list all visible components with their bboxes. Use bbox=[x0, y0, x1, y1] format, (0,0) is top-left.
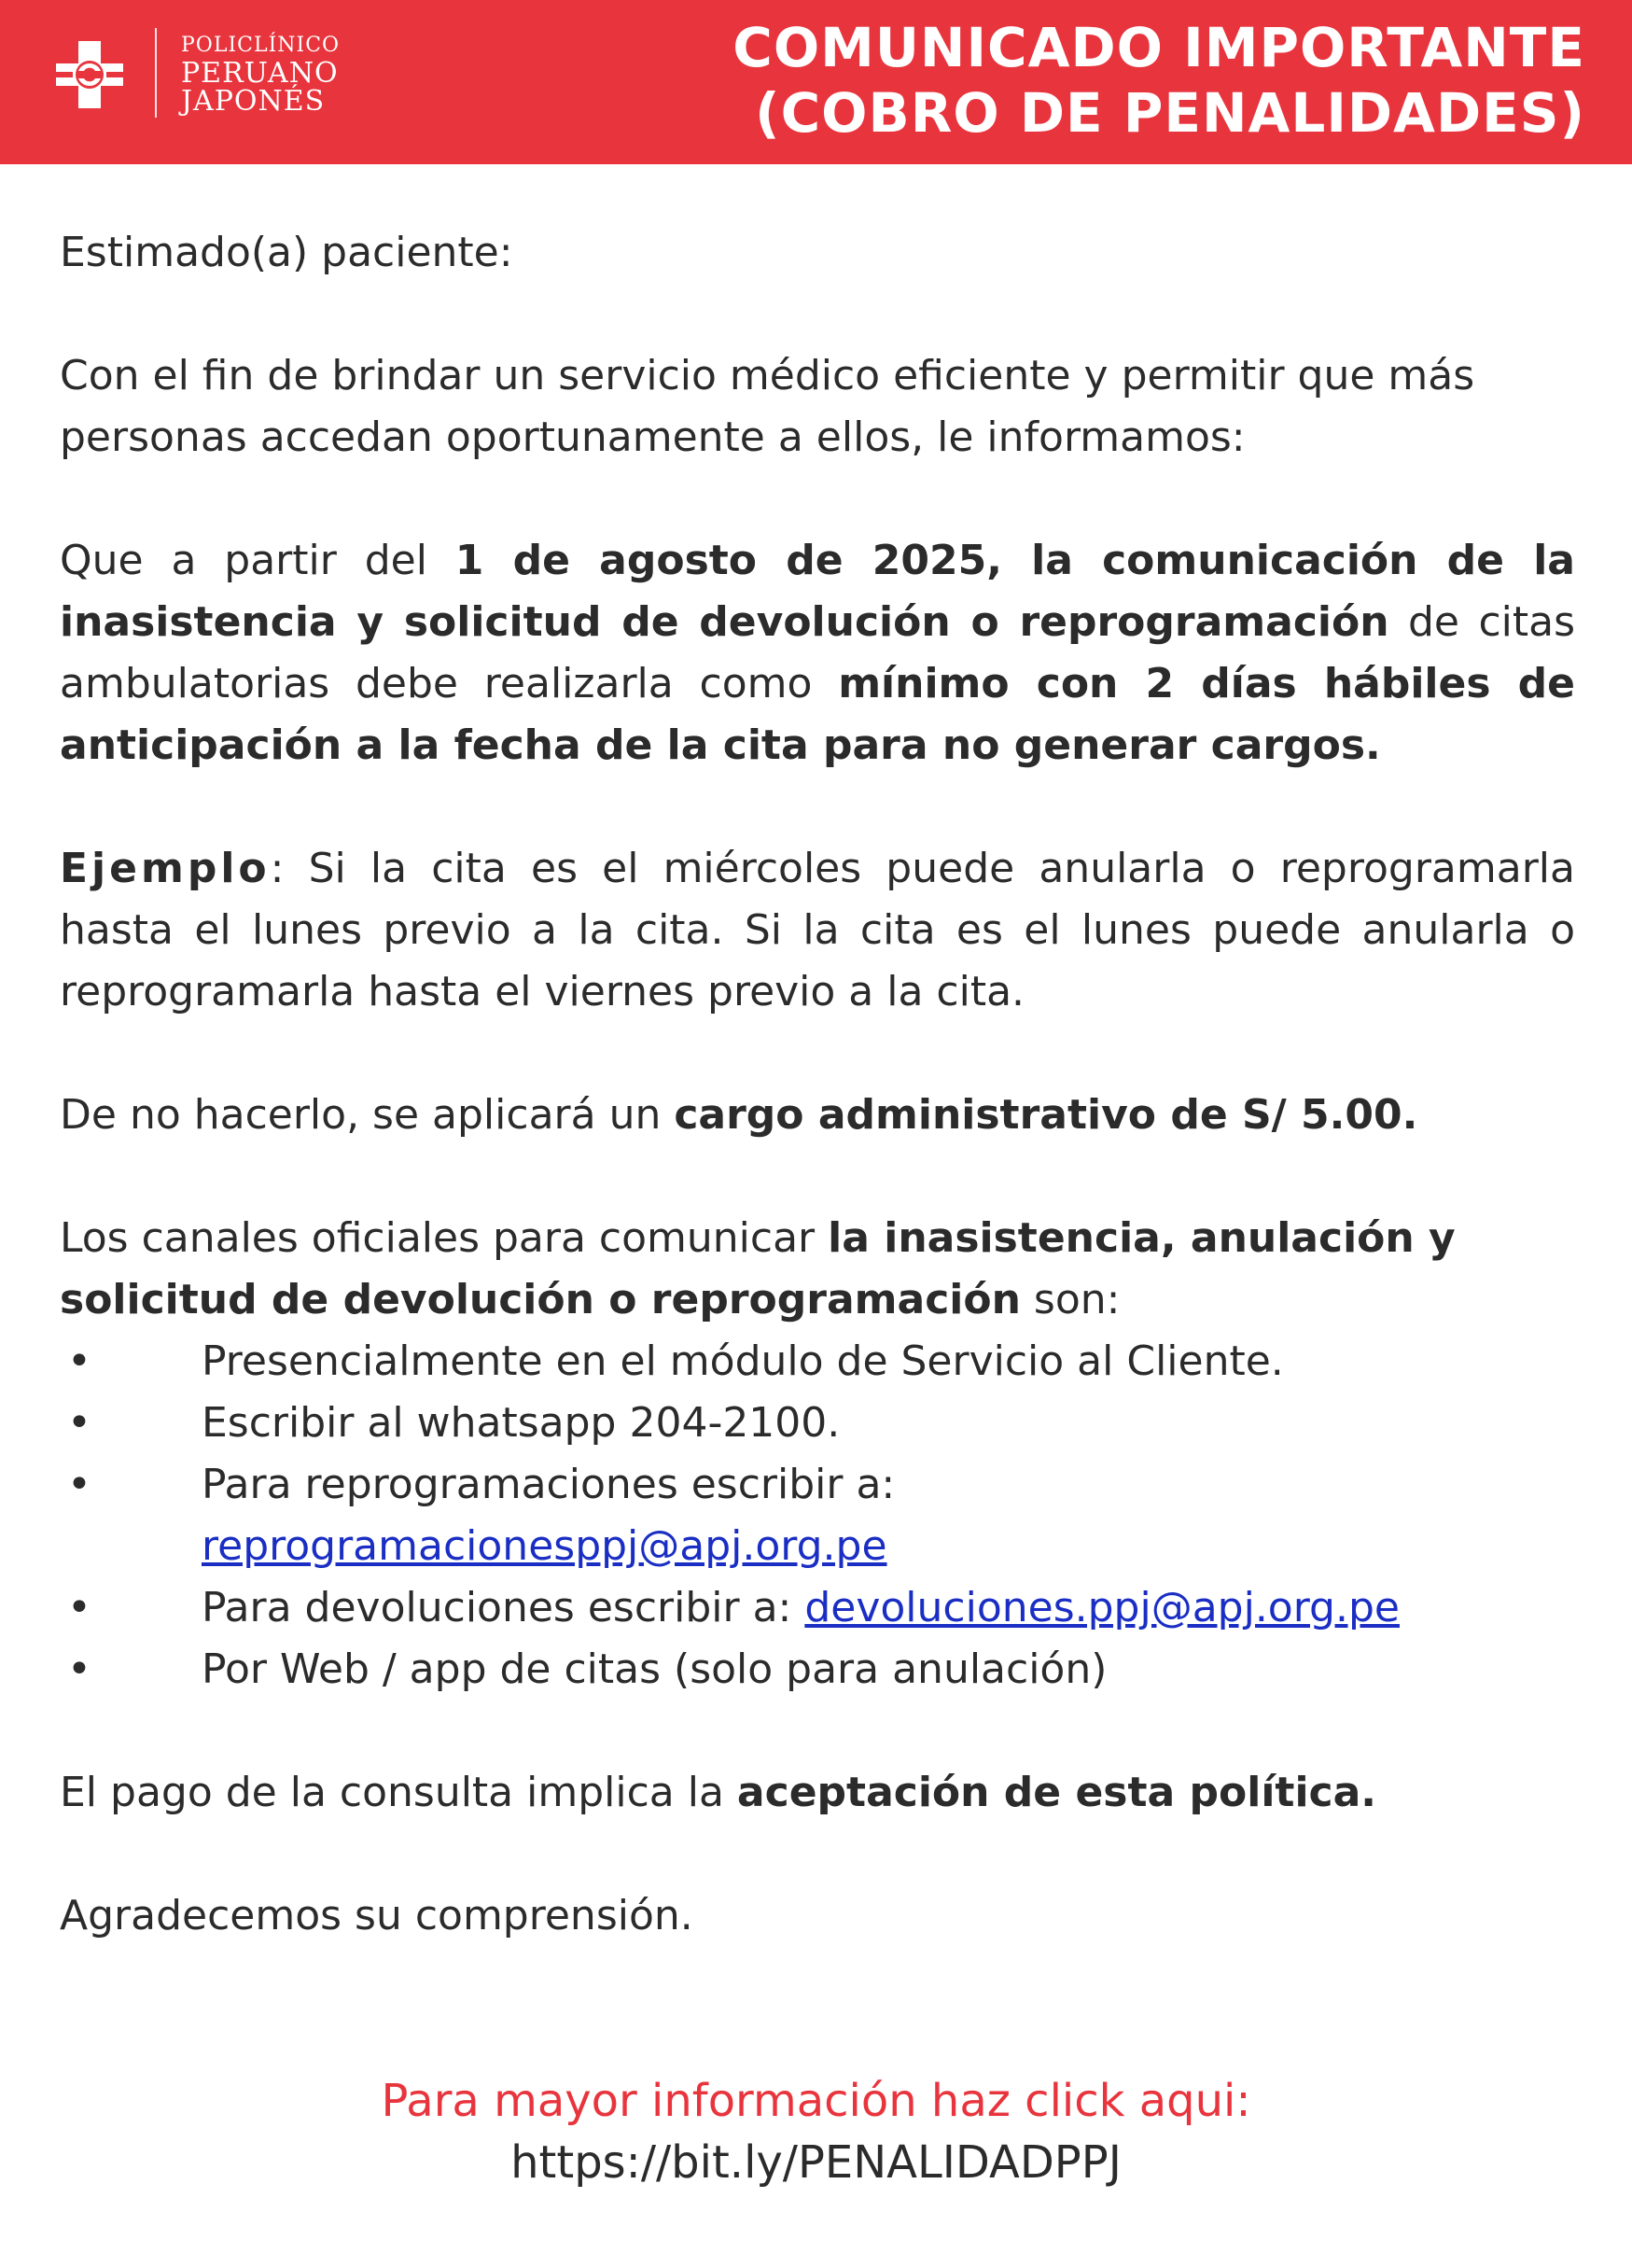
channels-prefix: Los canales oficiales para comunicar bbox=[60, 1214, 829, 1262]
example-label: Ejemplo bbox=[60, 845, 271, 892]
policy-middle: de citas ambulatorias debe realizarla como bbox=[60, 598, 1575, 707]
bullet: • bbox=[67, 1399, 91, 1447]
charge-prefix: De no hacerlo, se aplicará un bbox=[60, 1091, 675, 1139]
devol-email-link[interactable]: devoluciones.ppj@apj.org.pe bbox=[804, 1584, 1400, 1631]
bullet: • bbox=[67, 1645, 91, 1693]
channels-suffix: son: bbox=[1020, 1276, 1121, 1323]
charge-paragraph bbox=[60, 1085, 1575, 1146]
channel-whatsapp: Escribir al whatsapp 204-2100. bbox=[202, 1399, 841, 1447]
clinic-cross-logo-icon bbox=[52, 37, 127, 112]
clinic-logo bbox=[52, 26, 360, 119]
list-item bbox=[60, 1454, 1575, 1577]
greeting: Estimado(a) paciente: bbox=[60, 229, 513, 276]
logo-line-1: POLICLÍNICO bbox=[181, 34, 341, 57]
policy-paragraph bbox=[60, 530, 1575, 777]
acceptance-paragraph bbox=[60, 1762, 1575, 1824]
channel-reprog-label: Para reprogramaciones escribir a: bbox=[202, 1461, 896, 1508]
channel-web: Por Web / app de citas (solo para anulación) bbox=[202, 1645, 1108, 1693]
footer-info-link[interactable]: Para mayor información haz click aqui: bbox=[381, 2075, 1251, 2127]
footer bbox=[0, 2070, 1632, 2193]
logo-line-3: JAPONÉS bbox=[181, 85, 326, 118]
bullet: • bbox=[67, 1337, 91, 1385]
notice-body bbox=[60, 222, 1575, 2009]
policy-bold-date: 1 de agosto de 2025, la comunicación de la inasistencia y solicitud de devolución o reprogramación bbox=[60, 537, 1575, 646]
list-item bbox=[60, 1639, 1575, 1701]
bullet: • bbox=[67, 1584, 91, 1631]
footer-url[interactable]: https://bit.ly/PENALIDADPPJ bbox=[510, 2136, 1122, 2189]
reprog-email-link[interactable]: reprogramacionesppj@apj.org.pe bbox=[202, 1522, 887, 1570]
thanks-paragraph: Agradecemos su comprensión. bbox=[60, 1892, 693, 1939]
policy-prefix: Que a partir del bbox=[60, 537, 455, 584]
title-line-1: COMUNICADO IMPORTANTE bbox=[732, 16, 1585, 79]
logo-text bbox=[181, 32, 340, 116]
bullet: • bbox=[67, 1461, 91, 1508]
example-text: : Si la cita es el miércoles puede anularla o reprogramarla hasta el lunes previo a la cita. Si la cita es el lunes puede anularla o reprogramarla hasta el viernes previo a la cita. bbox=[60, 845, 1575, 1015]
acceptance-bold: aceptación de esta política. bbox=[736, 1769, 1377, 1816]
channels-list bbox=[60, 1331, 1575, 1701]
policy-bold-deadline: mínimo con 2 días hábiles de anticipación a la fecha de la cita para no generar cargos. bbox=[60, 660, 1575, 769]
intro-paragraph: Con el fin de brindar un servicio médico eficiente y permitir que más personas accedan oportunamente a ellos, le informamos: bbox=[60, 352, 1475, 461]
list-item bbox=[60, 1331, 1575, 1393]
logo-line-2: PERUANO bbox=[181, 57, 339, 90]
header-banner bbox=[0, 0, 1632, 164]
channel-in-person: Presencialmente en el módulo de Servicio al Cliente. bbox=[202, 1337, 1284, 1385]
channel-devol-label: Para devoluciones escribir a: bbox=[202, 1584, 805, 1631]
charge-amount: cargo administrativo de S/ 5.00. bbox=[674, 1091, 1418, 1139]
example-paragraph bbox=[60, 838, 1575, 1023]
channels-intro bbox=[60, 1208, 1575, 1331]
title-line-2: (COBRO DE PENALIDADES) bbox=[755, 81, 1585, 145]
page-title bbox=[559, 15, 1585, 146]
list-item bbox=[60, 1577, 1575, 1639]
acceptance-prefix: El pago de la consulta implica la bbox=[60, 1769, 737, 1816]
logo-divider bbox=[155, 28, 157, 118]
channels-bold: la inasistencia, anulación y solicitud de devolución o reprogramación bbox=[60, 1214, 1456, 1323]
list-item bbox=[60, 1393, 1575, 1454]
